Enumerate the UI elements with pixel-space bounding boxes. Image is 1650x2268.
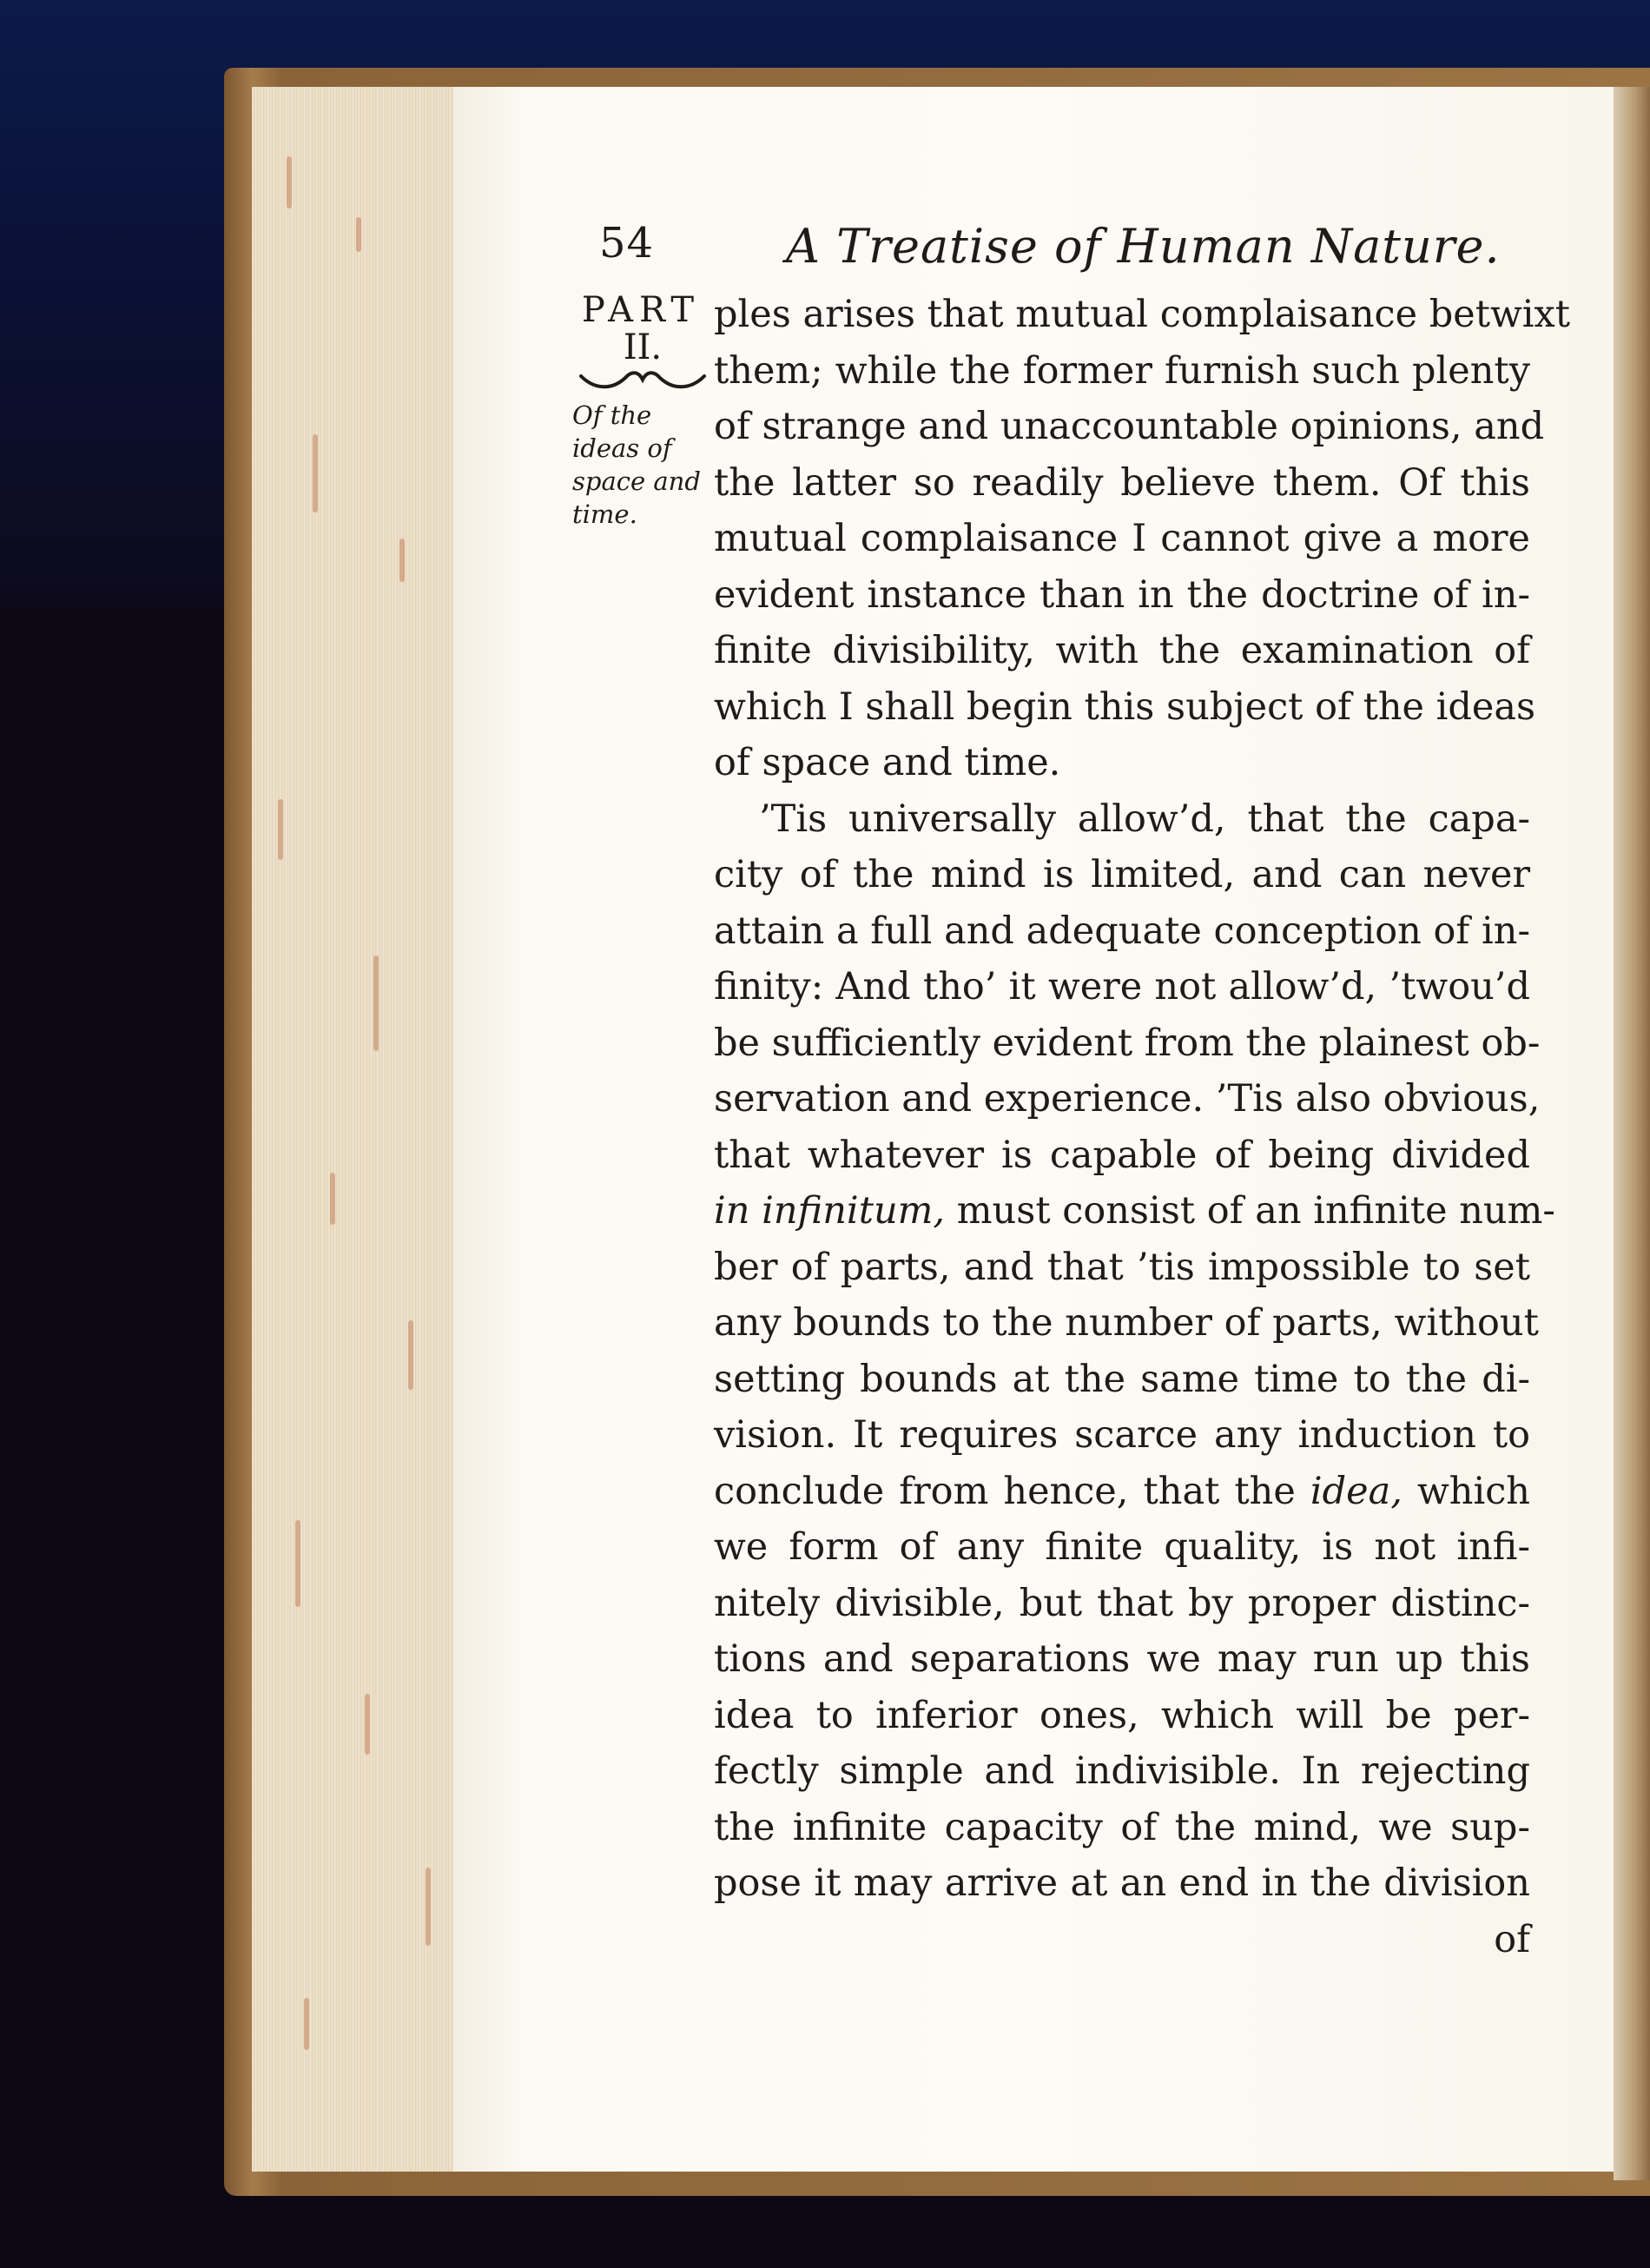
text-line: the infinite capacity of the mind, we sup- bbox=[714, 1805, 1530, 1849]
running-title: A Treatise of Human Nature. bbox=[786, 219, 1501, 274]
margin-note bbox=[569, 291, 716, 531]
text-line: nitely divisible, but that by proper distinc- bbox=[714, 1581, 1530, 1625]
text-line: attain a full and adequate conception of in- bbox=[714, 909, 1530, 953]
text-line: which I shall begin this subject of the ideas bbox=[714, 684, 1536, 729]
text-line: evident instance than in the doctrine of in- bbox=[714, 572, 1530, 617]
text-line: vision. It requires scarce any induction to bbox=[714, 1413, 1530, 1457]
text-segment: must consist of an infinite num- bbox=[945, 1189, 1555, 1233]
text-line: city of the mind is limited, and can never bbox=[714, 853, 1530, 896]
text-line: be sufficiently evident from the plainest ob- bbox=[714, 1021, 1541, 1065]
text-line: fectly simple and indivisible. In rejecting bbox=[714, 1749, 1530, 1793]
flourish-ornament bbox=[578, 367, 708, 393]
text-line: of space and time. bbox=[714, 741, 1061, 784]
text-line: idea to inferior ones, which will be per- bbox=[714, 1693, 1530, 1737]
part-label: PART bbox=[581, 290, 701, 330]
margin-gloss: Of the ideas of space and time. bbox=[572, 400, 701, 529]
text-line: mutual complaisance I cannot give a more bbox=[714, 517, 1530, 560]
text-line: any bounds to the number of parts, without bbox=[714, 1301, 1539, 1345]
page-edges bbox=[252, 87, 456, 2172]
text-segment: which bbox=[1402, 1469, 1530, 1513]
text-line bbox=[714, 1464, 1530, 1520]
text-line: ’Tis universally allow’d, that the capa- bbox=[759, 797, 1530, 841]
page-number: 54 bbox=[599, 219, 655, 268]
text-line: finite divisibility, with the examination of bbox=[714, 629, 1530, 672]
italic-phrase: in infinitum, bbox=[714, 1189, 946, 1233]
text-line: finity: And tho’ it were not allow’d, ’twou’d bbox=[714, 965, 1530, 1008]
running-head bbox=[599, 219, 1546, 288]
text-line: ples arises that mutual complaisance betwixt bbox=[714, 293, 1571, 336]
text-line: them; while the former furnish such plenty bbox=[714, 348, 1530, 393]
text-line: the latter so readily believe them. Of this bbox=[714, 460, 1530, 505]
page-right-edge bbox=[1614, 87, 1650, 2180]
text-line: that whatever is capable of being divided bbox=[714, 1133, 1530, 1177]
text-line: setting bounds at the same time to the di- bbox=[714, 1357, 1530, 1401]
italic-phrase: idea, bbox=[1310, 1469, 1402, 1513]
text-segment: conclude from hence, that the bbox=[714, 1469, 1310, 1513]
text-line: we form of any finite quality, is not infi- bbox=[714, 1525, 1530, 1569]
text-line: of strange and unaccountable opinions, and bbox=[714, 405, 1545, 448]
body-text bbox=[714, 287, 1571, 1967]
text-line: ber of parts, and that ’tis impossible to set bbox=[714, 1245, 1530, 1289]
text-line: pose it may arrive at an end in the division bbox=[714, 1861, 1530, 1905]
part-number: II. bbox=[623, 327, 663, 367]
text-line: servation and experience. ’Tis also obvious, bbox=[714, 1077, 1541, 1121]
text-line bbox=[714, 1183, 1555, 1240]
text-line: tions and separations we may run up this bbox=[714, 1637, 1530, 1681]
catchword: of bbox=[1494, 1917, 1530, 1961]
